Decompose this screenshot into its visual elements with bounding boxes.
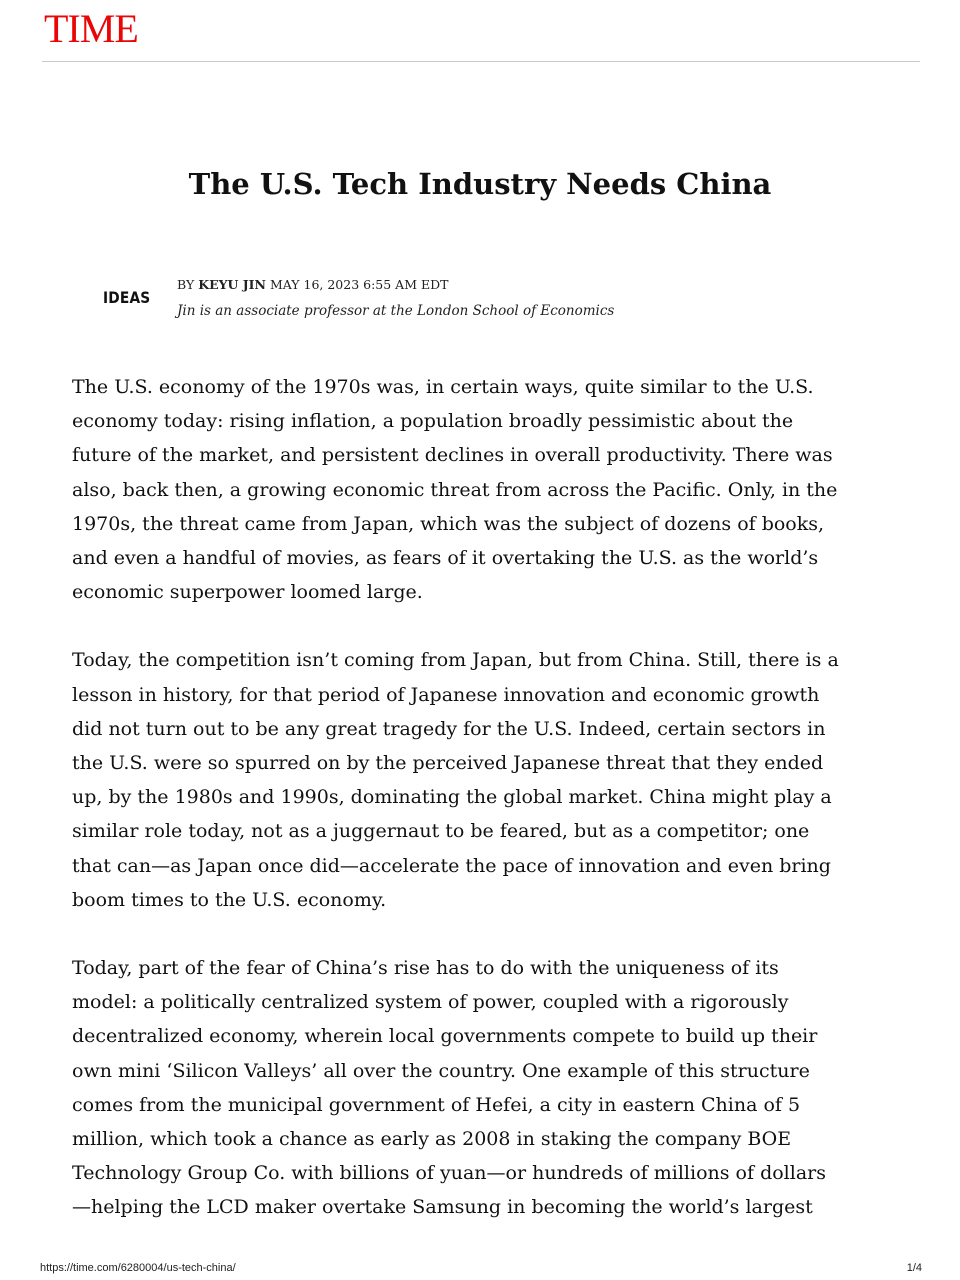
paragraph-line: —helping the LCD maker overtake Samsung in becoming the world’s largest <box>72 1196 813 1219</box>
paragraph-line: The U.S. economy of the 1970s was, in certain ways, quite similar to the U.S. <box>72 376 814 398</box>
paragraph-2 <box>72 643 862 917</box>
time-logo[interactable]: TIME <box>44 6 138 51</box>
publish-date: MAY 16, 2023 6:55 AM EDT <box>269 277 449 292</box>
byline-prefix: BY <box>177 277 195 292</box>
header-divider <box>42 61 920 62</box>
paragraph-line: boom times to the U.S. economy. <box>72 888 387 911</box>
paragraph-line: that can—as Japan once did—accelerate the pace of innovation and even bring <box>72 854 831 877</box>
page-number: 1/4 <box>906 1262 922 1274</box>
paragraph-line: future of the market, and persistent declines in overall productivity. There was <box>72 444 833 467</box>
paragraph-line: the U.S. were so spurred on by the perceived Japanese threat that they ended <box>72 752 824 775</box>
page-url[interactable]: https://time.com/6280004/us-tech-china/ <box>40 1262 236 1274</box>
paragraph-line: Technology Group Co. with billions of yuan—or hundreds of millions of dollars <box>72 1162 826 1185</box>
paragraph-line: comes from the municipal government of Hefei, a city in eastern China of 5 <box>72 1093 801 1116</box>
paragraph-line: economy today: rising inflation, a population broadly pessimistic about the <box>72 410 794 433</box>
paragraph-line: model: a politically centralized system of power, coupled with a rigorously <box>72 991 789 1014</box>
paragraph-line: own mini ‘Silicon Valleys’ all over the country. One example of this structure <box>72 1059 810 1082</box>
article-body <box>72 370 862 1259</box>
article-headline: The U.S. Tech Industry Needs China <box>188 167 772 202</box>
section-tag[interactable]: IDEAS <box>103 288 151 307</box>
paragraph-3 <box>72 951 862 1225</box>
paragraph-line: did not turn out to be any great tragedy for the U.S. Indeed, certain sectors in <box>72 717 826 740</box>
paragraph-line: similar role today, not as a juggernaut to be feared, but as a competitor; one <box>72 820 810 843</box>
paragraph-line: up, by the 1980s and 1990s, dominating the global market. China might play a <box>72 786 832 809</box>
paragraph-line: also, back then, a growing economic threat from across the Pacific. Only, in the <box>72 478 838 501</box>
author-bio: Jin is an associate professor at the London School of Economics <box>177 303 615 319</box>
paragraph-line: 1970s, the threat came from Japan, which was the subject of dozens of books, <box>72 512 825 535</box>
byline <box>177 276 448 294</box>
paragraph-line: economic superpower loomed large. <box>72 581 423 604</box>
paragraph-line: Today, the competition isn’t coming from Japan, but from China. Still, there is a <box>72 649 839 672</box>
paragraph-line: Today, part of the fear of China’s rise has to do with the uniqueness of its <box>72 957 779 980</box>
paragraph-1 <box>72 370 862 609</box>
author-link[interactable]: KEYU JIN <box>198 277 266 292</box>
paragraph-line: decentralized economy, wherein local governments compete to build up their <box>72 1025 818 1048</box>
paragraph-line: and even a handful of movies, as fears of it overtaking the U.S. as the world’s <box>72 547 819 570</box>
paragraph-line: million, which took a chance as early as 2008 in staking the company BOE <box>72 1128 792 1151</box>
paragraph-line: lesson in history, for that period of Japanese innovation and economic growth <box>72 683 820 706</box>
